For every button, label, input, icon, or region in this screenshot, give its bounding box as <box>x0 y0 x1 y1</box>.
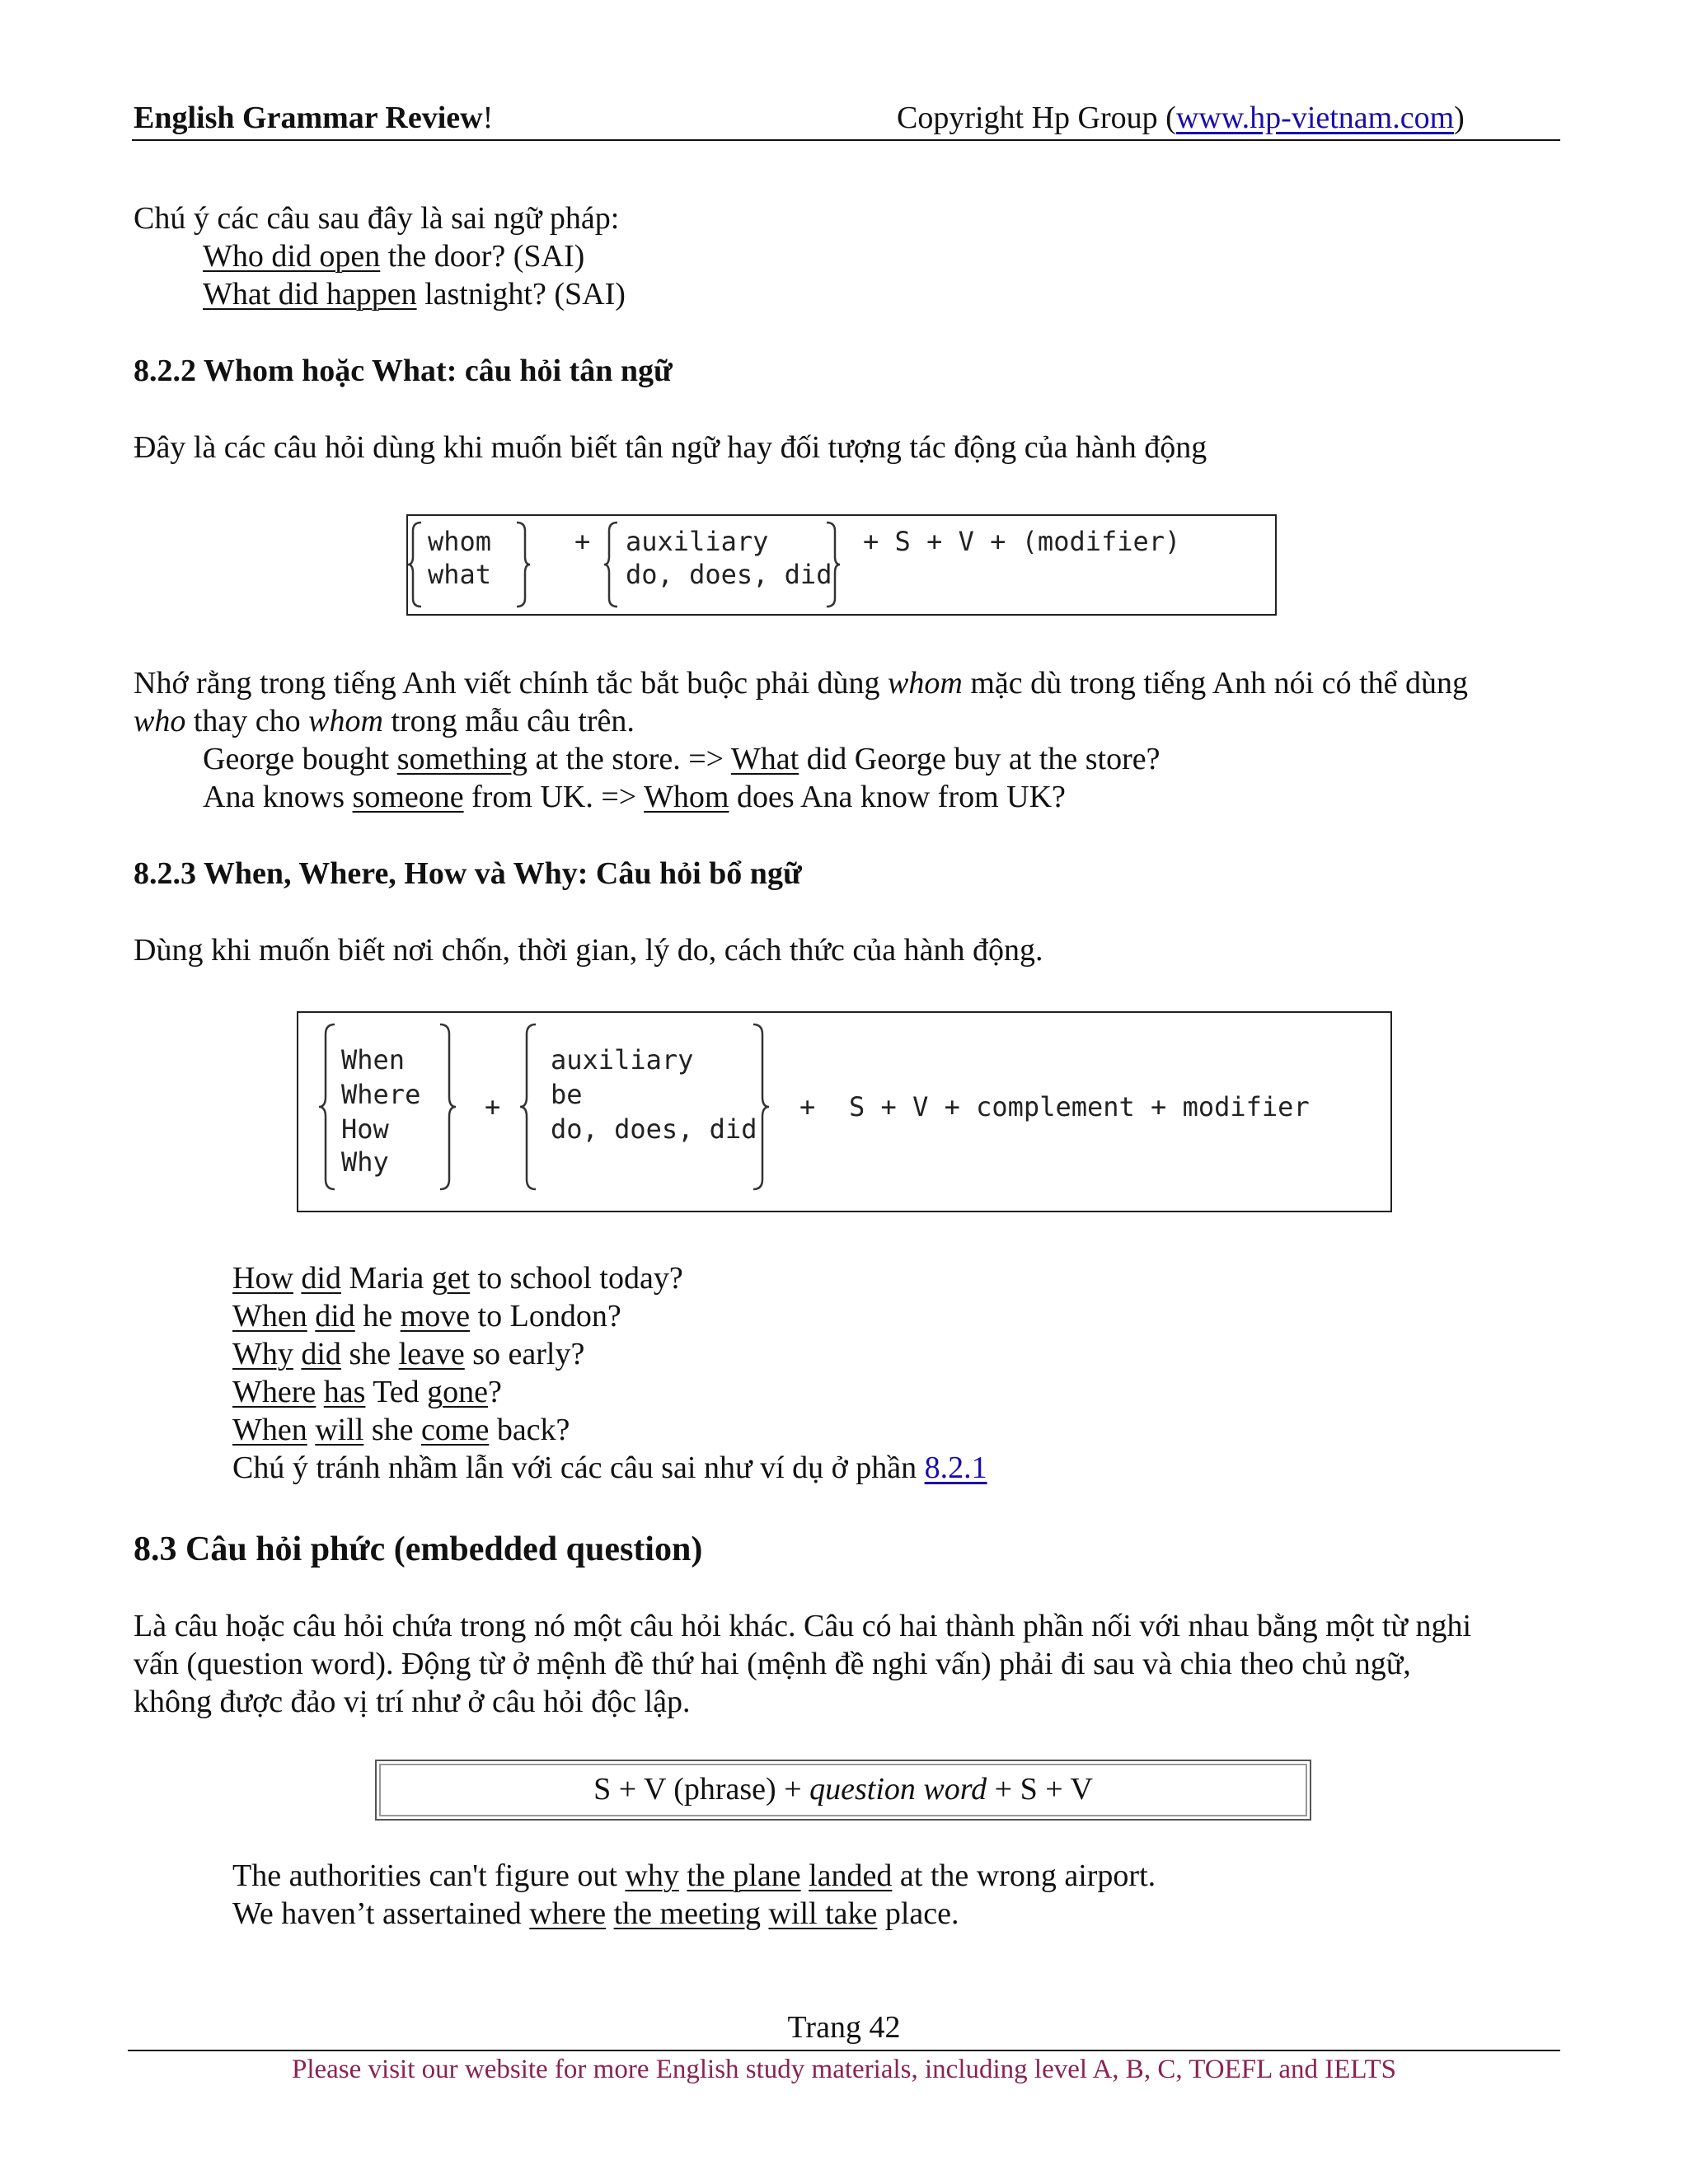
formula-what: what <box>428 559 492 590</box>
footer-rule <box>128 2050 1560 2051</box>
caution-line: Chú ý tránh nhầm lẫn với các câu sai như ví dụ ở phần 8.2.1 <box>232 1451 987 1485</box>
example-george: George bought something at the store. => What did George buy at the store? <box>203 742 1160 776</box>
left-brace <box>408 519 424 610</box>
formula-auxiliary: auxiliary <box>551 1044 694 1076</box>
header-copyright: Copyright Hp Group (www.hp-vietnam.com) <box>897 101 1465 135</box>
right-brace <box>437 1021 457 1194</box>
left-brace <box>519 1021 539 1194</box>
formula-whom: whom <box>428 526 492 557</box>
section-8-2-1-link[interactable]: 8.2.1 <box>924 1451 987 1485</box>
example-ana: Ana knows someone from UK. => Whom does Ana know from UK? <box>203 780 1066 814</box>
formula-when: When <box>341 1044 406 1076</box>
formula-plus: + <box>574 526 591 557</box>
right-brace <box>513 519 530 610</box>
formula-auxiliary: auxiliary <box>626 526 769 557</box>
heading-8-3: 8.3 Câu hỏi phức (embedded question) <box>134 1530 703 1568</box>
formula-do-does-did: do, does, did <box>626 559 832 590</box>
formula-plus-1: + <box>485 1091 501 1122</box>
left-brace <box>318 1021 338 1194</box>
formula-do-does-did: do, does, did <box>551 1113 757 1145</box>
page-number: Trang 42 <box>787 2010 901 2045</box>
formula-box-embedded-inner: S + V (phrase) + question word + S + V <box>379 1764 1307 1816</box>
formula-where: Where <box>341 1079 421 1110</box>
wh-example: When did he move to London? <box>232 1299 621 1333</box>
wrong-example-2: What did happen lastnight? (SAI) <box>203 277 626 312</box>
formula-tail: + S + V + (modifier) <box>863 526 1181 557</box>
desc-8-3-line-2: vấn (question word). Động từ ở mệnh đề thứ hai (mệnh đề nghi vấn) phải đi sau và chia theo chủ ngữ, <box>134 1647 1411 1681</box>
embedded-example-1: The authorities can't figure out why the plane landed at the wrong airport. <box>232 1858 1156 1893</box>
header-rule <box>132 139 1560 141</box>
note-whom-line-2: who thay cho whom trong mẫu câu trên. <box>134 704 635 738</box>
embedded-example-2: We haven’t assertained where the meeting will take place. <box>232 1896 959 1931</box>
desc-8-3-line-3: không được đảo vị trí như ở câu hỏi độc lập. <box>134 1685 691 1719</box>
footer-promo: Please visit our website for more English study materials, including level A, B, C, TOEFL and IELTS <box>291 2055 1396 2084</box>
formula-box-embedded <box>375 1760 1311 1821</box>
desc-8-2-3: Dùng khi muốn biết nơi chốn, thời gian, lý do, cách thức của hành động. <box>134 933 1043 968</box>
left-brace <box>604 519 621 610</box>
wh-example: How did Maria get to school today? <box>232 1261 683 1296</box>
header-title-bold: English Grammar Review <box>134 101 483 135</box>
note-whom-line-1: Nhớ rằng trong tiếng Anh viết chính tắc bắt buộc phải dùng whom mặc dù trong tiếng Anh nói có thể dùng <box>134 666 1468 701</box>
formula-box-object <box>406 514 1277 616</box>
formula-plus-2: + <box>799 1091 816 1122</box>
formula-be: be <box>551 1079 583 1110</box>
heading-8-2-2: 8.2.2 Whom hoặc What: câu hỏi tân ngữ <box>134 354 673 388</box>
desc-8-3-line-1: Là câu hoặc câu hỏi chứa trong nó một câu hỏi khác. Câu có hai thành phần nối với nhau bằng một từ nghi <box>134 1609 1472 1643</box>
desc-8-2-2: Đây là các câu hỏi dùng khi muốn biết tân ngữ hay đối tượng tác động của hành động <box>134 430 1207 465</box>
formula-box-complement <box>297 1011 1392 1212</box>
website-link[interactable]: www.hp-vietnam.com <box>1175 101 1455 135</box>
formula-how: How <box>341 1113 389 1145</box>
heading-8-2-3: 8.2.3 When, Where, How và Why: Câu hỏi bổ ngữ <box>134 856 802 891</box>
wh-example: Why did she leave so early? <box>232 1337 585 1371</box>
wrong-example-1: Who did open the door? (SAI) <box>203 239 585 274</box>
wh-example: When will she come back? <box>232 1413 570 1447</box>
intro-note: Chú ý các câu sau đây là sai ngữ pháp: <box>134 201 620 236</box>
header-title: English Grammar Review! <box>134 101 494 135</box>
right-brace <box>750 1021 770 1194</box>
formula-tail: S + V + complement + modifier <box>849 1091 1310 1122</box>
wh-example: Where has Ted gone? <box>232 1375 502 1409</box>
right-brace <box>823 519 840 610</box>
formula-why: Why <box>341 1146 389 1178</box>
